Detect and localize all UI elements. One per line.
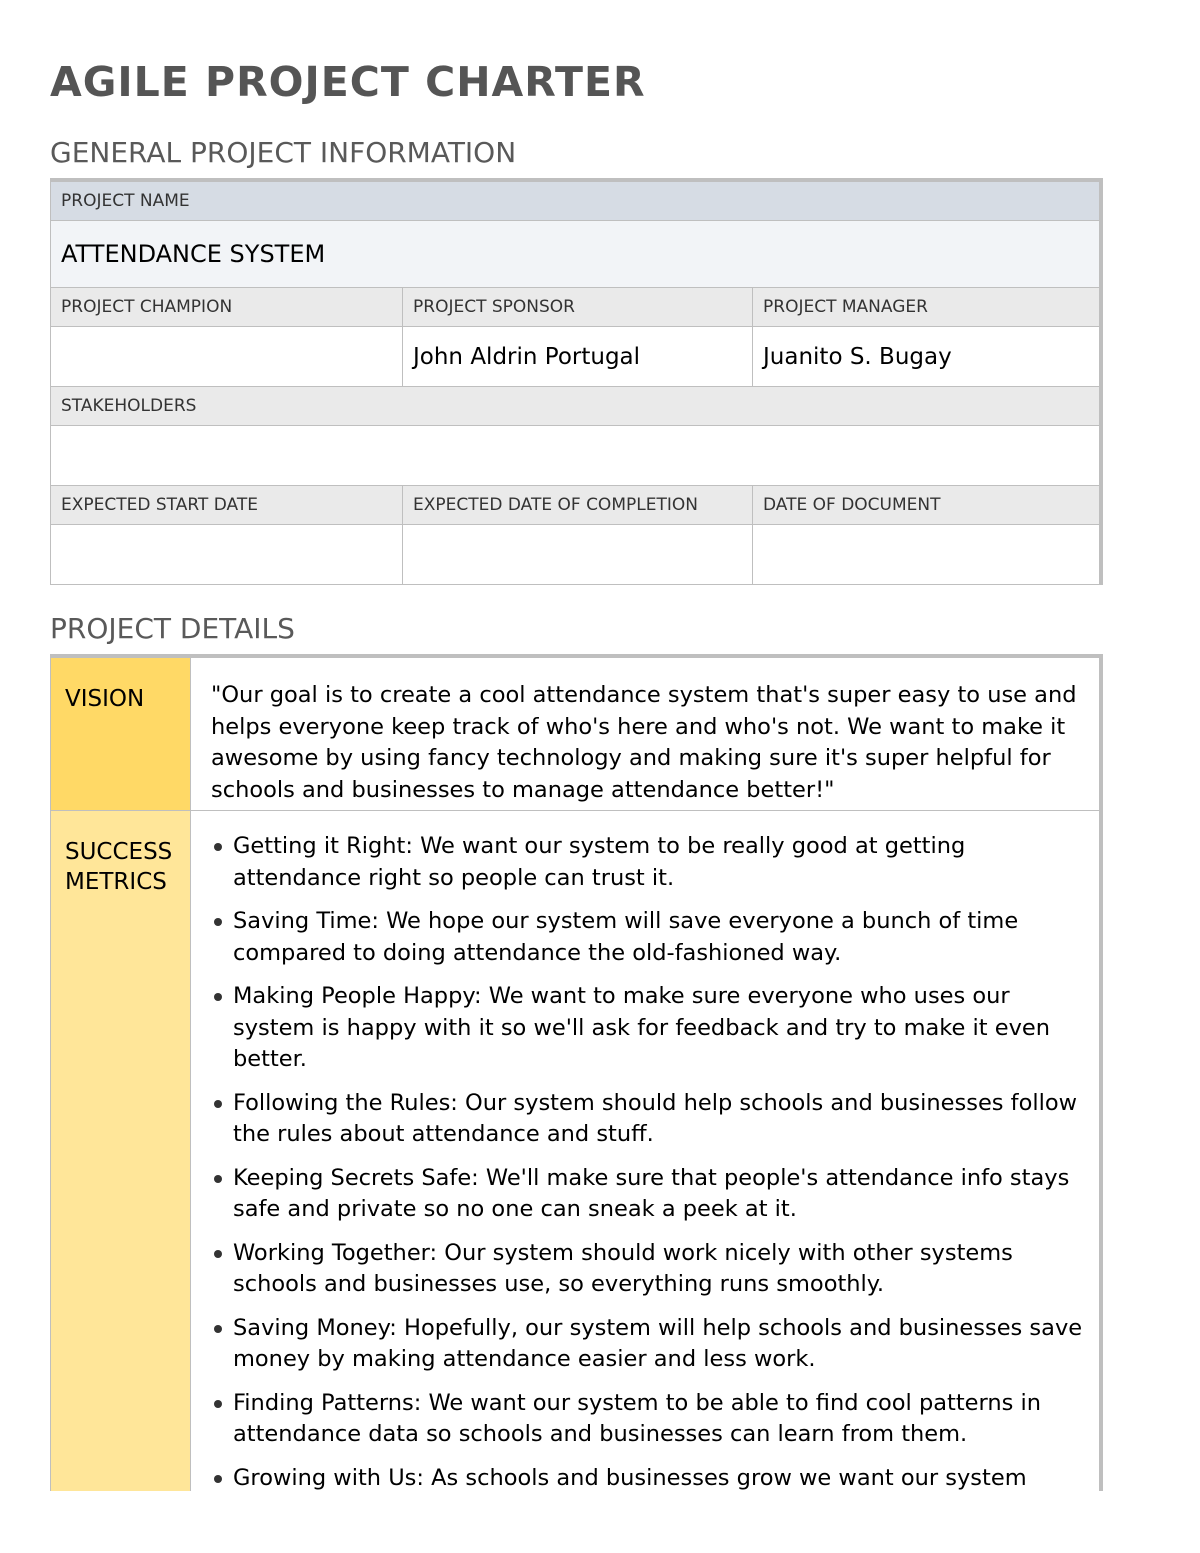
stakeholders-value[interactable] — [51, 426, 1101, 486]
date-of-document-label: DATE OF DOCUMENT — [753, 486, 1101, 525]
success-metrics-content[interactable] — [191, 811, 1099, 1491]
vision-text[interactable]: "Our goal is to create a cool attendance system that's super easy to use and helps everyone keep track of who's here and who's not. We want to make it awesome by using fancy technology and making sure it's super helpful for schools and businesses to manage attendance better!" — [211, 682, 1077, 803]
metric-item: Finding Patterns: We want our system to be able to find cool patterns in attendance data so schools and businesses can learn from them. — [233, 1388, 1085, 1451]
metric-item: Growing with Us: As schools and businesses grow we want our system — [233, 1463, 1085, 1492]
metric-item: Saving Money: Hopefully, our system will help schools and businesses save money by making attendance easier and less work. — [233, 1313, 1085, 1376]
general-info-table — [50, 178, 1103, 585]
metric-item: Saving Time: We hope our system will save everyone a bunch of time compared to doing attendance the old-fashioned way. — [233, 906, 1085, 969]
project-details-heading: PROJECT DETAILS — [50, 612, 295, 645]
success-metrics-list — [211, 831, 1085, 1491]
metric-item: Keeping Secrets Safe: We'll make sure that people's attendance info stays safe and private so no one can sneak a peek at it. — [233, 1163, 1085, 1226]
metric-item: Following the Rules: Our system should help schools and businesses follow the rules about attendance and stuff. — [233, 1088, 1085, 1151]
vision-label: VISION — [51, 658, 191, 810]
project-name-value[interactable]: ATTENDANCE SYSTEM — [51, 221, 1101, 288]
project-manager-label: PROJECT MANAGER — [753, 288, 1101, 327]
expected-start-date-value[interactable] — [51, 525, 403, 585]
project-champion-value[interactable] — [51, 327, 403, 387]
general-info-heading: GENERAL PROJECT INFORMATION — [50, 136, 517, 169]
project-manager-value[interactable]: Juanito S. Bugay — [753, 327, 1101, 387]
project-sponsor-label: PROJECT SPONSOR — [403, 288, 753, 327]
expected-start-date-label: EXPECTED START DATE — [51, 486, 403, 525]
project-name-label: PROJECT NAME — [51, 180, 1101, 221]
project-sponsor-value[interactable]: John Aldrin Portugal — [403, 327, 753, 387]
project-details-table — [50, 654, 1103, 1491]
metric-item: Getting it Right: We want our system to be really good at getting attendance right so people can trust it. — [233, 831, 1085, 894]
document-title: AGILE PROJECT CHARTER — [50, 58, 646, 106]
success-metrics-label: SUCCESS METRICS — [51, 811, 191, 1491]
metric-item: Working Together: Our system should work nicely with other systems schools and businesses use, so everything runs smoothly. — [233, 1238, 1085, 1301]
date-of-document-value[interactable] — [753, 525, 1101, 585]
expected-completion-date-value[interactable] — [403, 525, 753, 585]
vision-row — [51, 658, 1099, 811]
success-metrics-row — [51, 811, 1099, 1491]
metric-item: Making People Happy: We want to make sure everyone who uses our system is happy with it so we'll ask for feedback and try to make it even better. — [233, 981, 1085, 1076]
stakeholders-label: STAKEHOLDERS — [51, 387, 1101, 426]
project-champion-label: PROJECT CHAMPION — [51, 288, 403, 327]
expected-completion-date-label: EXPECTED DATE OF COMPLETION — [403, 486, 753, 525]
